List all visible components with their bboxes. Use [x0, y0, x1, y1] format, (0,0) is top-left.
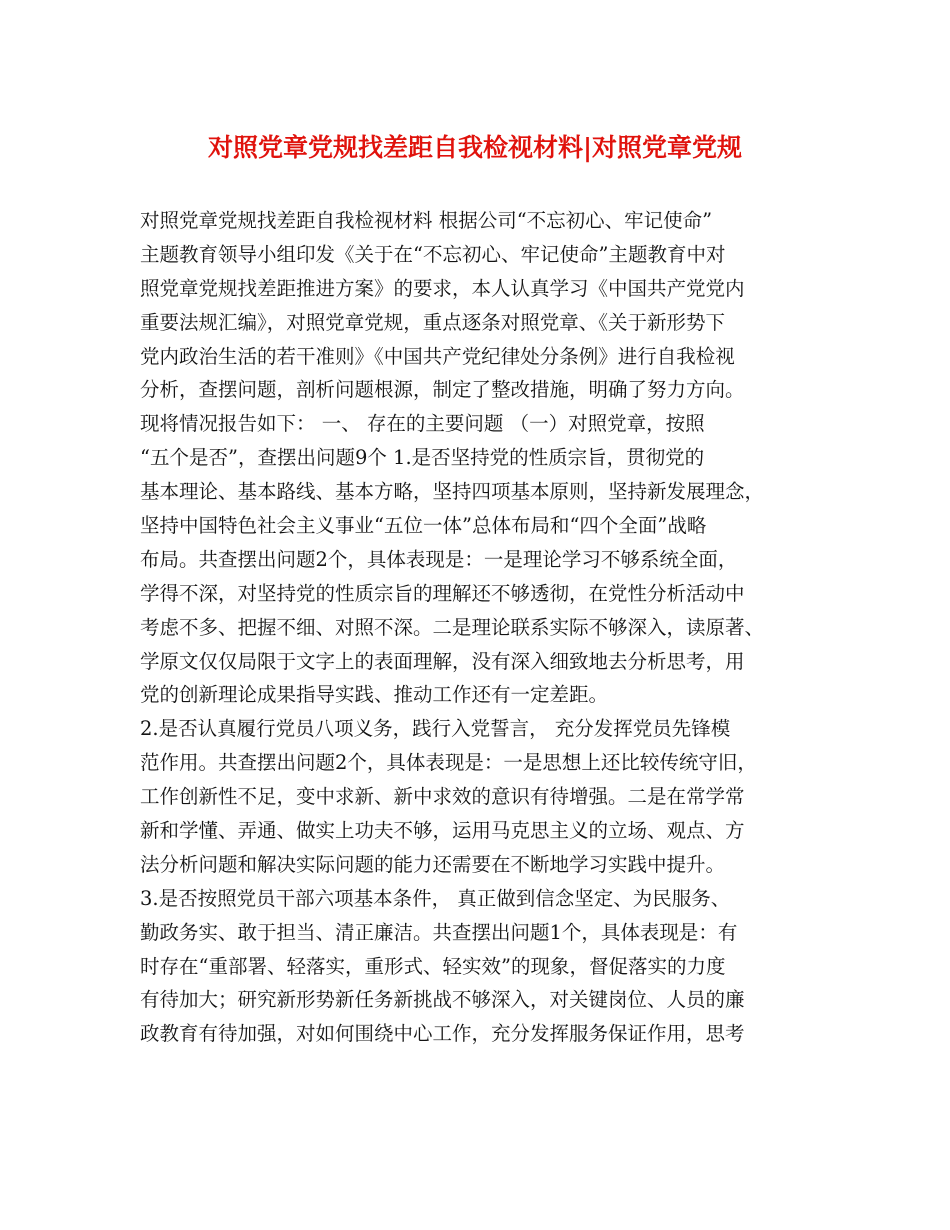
- body-line: 党的创新理论成果指导实践、推动工作还有一定差距。: [140, 683, 609, 707]
- body-line: 政教育有待加强，对如何围绕中心工作，充分发挥服务保证作用，思考: [140, 1022, 745, 1046]
- body-line: 有待加大；研究新形势新任务新挑战不够深入，对关键岗位、人员的廉: [140, 988, 745, 1012]
- body-line: 勤政务实、敢于担当、清正廉洁。共查摆出问题1个，具体表现是：有: [140, 920, 738, 944]
- body-line: 3.是否按照党员干部六项基本条件， 真正做到信念坚定、为民服务、: [140, 886, 731, 910]
- body-line: 法分析问题和解决实际问题的能力还需要在不断地学习实践中提升。: [140, 852, 726, 876]
- body-line: 基本理论、基本路线、基本方略，坚持四项基本原则，坚持新发展理念，: [140, 480, 765, 504]
- body-line: 学得不深，对坚持党的性质宗旨的理解还不够透彻，在党性分析活动中: [140, 581, 745, 605]
- body-line: “五个是否”，查摆出问题9个 1.是否坚持党的性质宗旨，贯彻党的: [140, 446, 705, 470]
- body-line: 对照党章党规找差距自我检视材料 根据公司“不忘初心、牢记使命”: [140, 209, 713, 232]
- body-line: 党内政治生活的若干准则》《中国共产党纪律处分条例》进行自我检视: [140, 344, 735, 368]
- body-line: 学原文仅仅局限于文字上的表面理解，没有深入细致地去分析思考，用: [140, 649, 745, 673]
- body-line: 考虑不多、把握不细、对照不深。二是理论联系实际不够深入，读原著、: [140, 615, 765, 639]
- body-line: 布局。共查摆出问题2个，具体表现是：一是理论学习不够系统全面，: [140, 547, 738, 571]
- body-line: 工作创新性不足，变中求新、新中求效的意识有待增强。二是在常学常: [140, 785, 745, 809]
- body-line: 时存在“重部署、轻落实，重形式、轻实效”的现象，督促落实的力度: [140, 954, 726, 978]
- body-line: 新和学懂、弄通、做实上功夫不够，运用马克思主义的立场、观点、方: [140, 819, 745, 843]
- body-line: 现将情况报告如下： 一、 存在的主要问题 （一）对照党章，按照: [140, 412, 705, 436]
- body-line: 分析，查摆问题，剖析问题根源，制定了整改措施，明确了努力方向。: [140, 378, 745, 402]
- body-line: 照党章党规找差距推进方案》的要求，本人认真学习《中国共产党党内: [140, 276, 745, 300]
- body-line: 主题教育领导小组印发《关于在“不忘初心、牢记使命”主题教育中对: [140, 242, 726, 266]
- body-line: 2.是否认真履行党员八项义务，践行入党誓言， 充分发挥党员先锋模: [140, 717, 731, 741]
- document-title: 对照党章党规找差距自我检视材料|对照党章党规: [207, 133, 743, 162]
- document-body: [140, 204, 820, 1051]
- body-line: 范作用。共查摆出问题2个，具体表现是：一是思想上还比较传统守旧，: [140, 751, 757, 775]
- body-line: 坚持中国特色社会主义事业“五位一体”总体布局和“四个全面”战略: [140, 514, 707, 538]
- body-line: 重要法规汇编》，对照党章党规，重点逐条对照党章、《关于新形势下: [140, 310, 726, 334]
